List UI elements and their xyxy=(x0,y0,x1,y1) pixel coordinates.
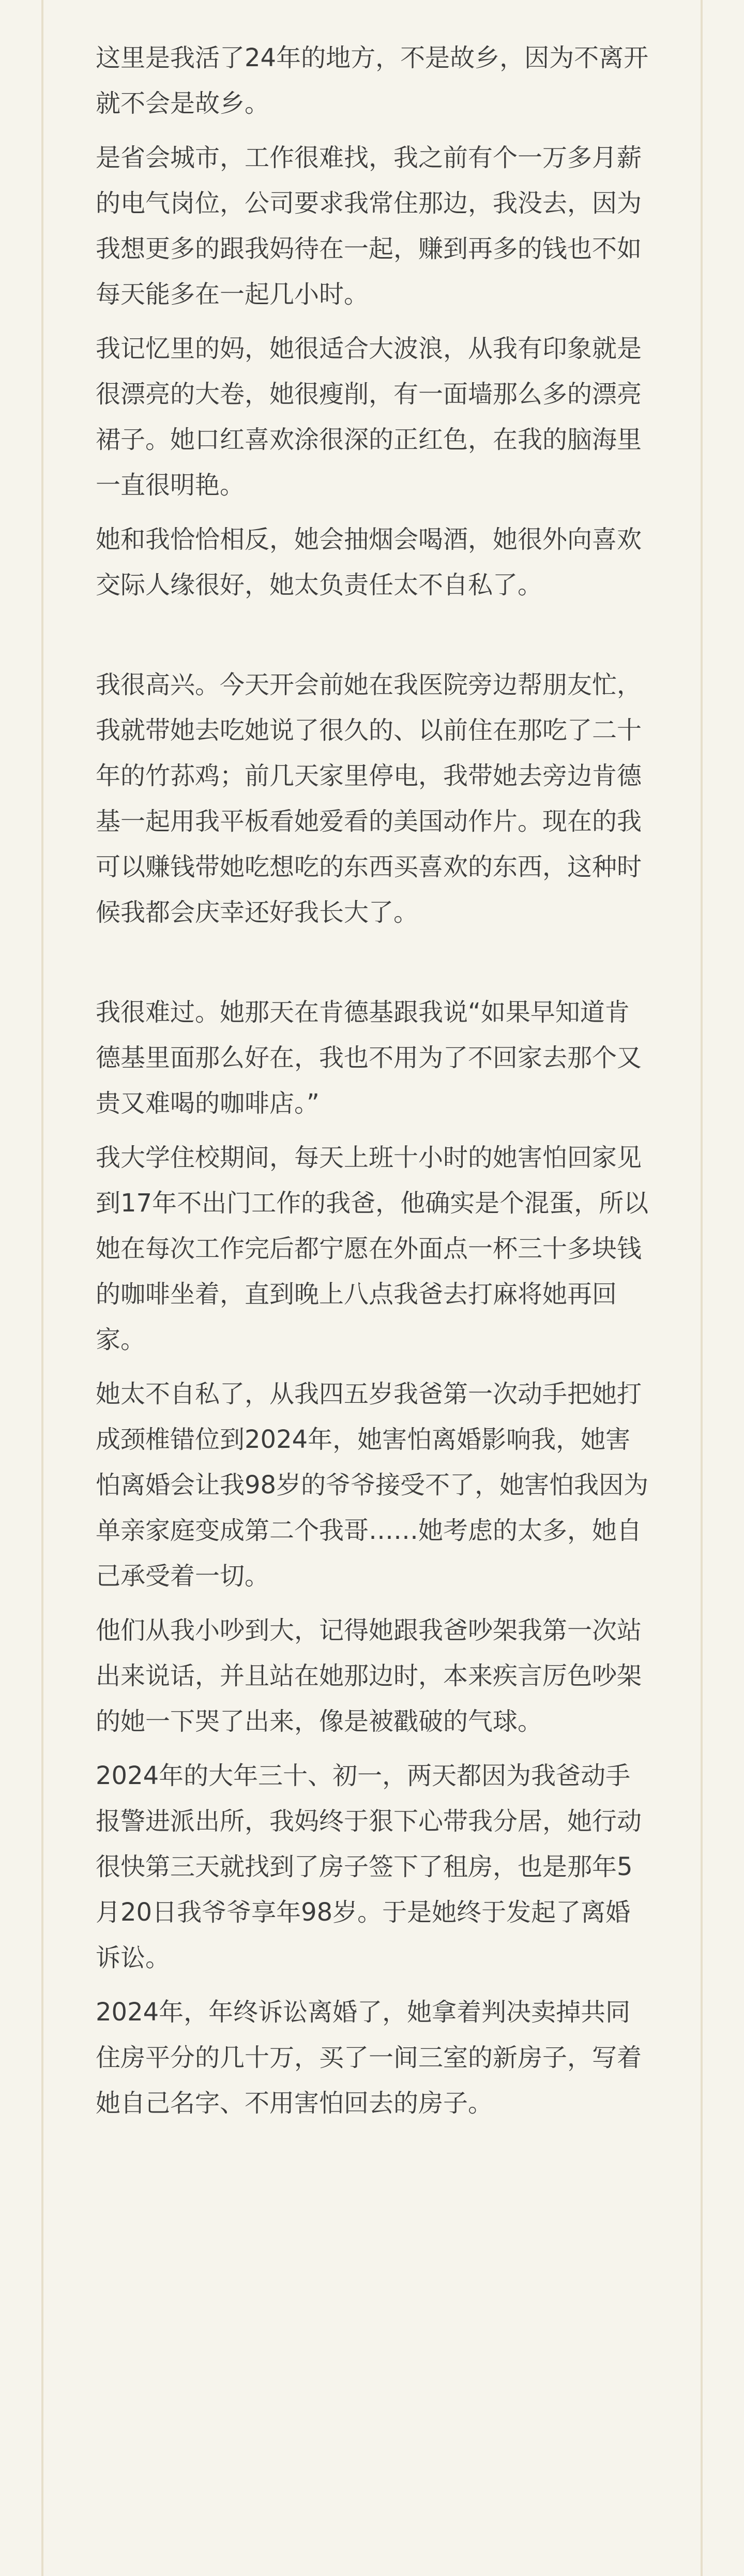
section-gap xyxy=(96,944,654,990)
paragraph-selfless: 她太不自私了，从我四五岁我爸第一次动手把她打成颈椎错位到2024年，她害怕离婚影响我，她害怕离婚会让我98岁的爷爷接受不了，她害怕我因为单亲家庭变成第二个我哥……她考虑的太多，她自己承受着一切。 xyxy=(96,1380,649,1591)
paragraph-hometown: 这里是我活了24年的地方，不是故乡，因为不离开就不会是故乡。 xyxy=(96,43,649,118)
paragraph-happy: 我很高兴。今天开会前她在我医院旁边帮朋友忙，我就带她去吃她说了很久的、以前住在那吃了二十年的竹荪鸡；前几天家里停电，我带她去旁边肯德基一起用我平板看她爱看的美国动作片。现在的我可以赚钱带她吃想吃的东西买喜欢的东西，这种时候我都会庆幸还好我长大了。 xyxy=(96,670,642,927)
paragraph-quarrels: 他们从我小吵到大，记得她跟我爸吵架我第一次站出来说话，并且站在她那边时，本来疾言厉色吵架的她一下哭了出来，像是被戳破的气球。 xyxy=(96,1616,642,1736)
paragraph-job: 是省会城市，工作很难找，我之前有个一万多月薪的电气岗位，公司要求我常住那边，我没去，因为我想更多的跟我妈待在一起，赚到再多的钱也不如每天能多在一起几小时。 xyxy=(96,143,642,309)
paragraph-mom-personality: 她和我恰恰相反，她会抽烟会喝酒，她很外向喜欢交际人缘很好，她太负责任太不自私了。 xyxy=(96,525,642,600)
left-margin-rule xyxy=(41,0,43,2576)
right-margin-rule xyxy=(701,0,703,2576)
article-body xyxy=(96,35,654,2135)
paragraph-college-years: 我大学住校期间，每天上班十小时的她害怕回家见到17年不出门工作的我爸，他确实是个混蛋，所以她在每次工作完后都宁愿在外面点一杯三十多块钱的咖啡坐着，直到晚上八点我爸去打麻将她再回家。 xyxy=(96,1143,649,1354)
paragraph-sad: 我很难过。她那天在肯德基跟我说“如果早知道肯德基里面那么好在，我也不用为了不回家去那个又贵又难喝的咖啡店。” xyxy=(96,998,642,1118)
paragraph-divorce: 2024年，年终诉讼离婚了，她拿着判决卖掉共同住房平分的几十万，买了一间三室的新房子，写着她自己名字、不用害怕回去的房子。 xyxy=(96,1998,642,2118)
paragraph-separation: 2024年的大年三十、初一，两天都因为我爸动手报警进派出所，我妈终于狠下心带我分居，她行动很快第三天就找到了房子签下了租房，也是那年5月20日我爷爷享年98岁。于是她终于发起了离婚诉讼。 xyxy=(96,1761,642,1972)
paragraph-memory-of-mom: 我记忆里的妈，她很适合大波浪，从我有印象就是很漂亮的大卷，她很瘦削，有一面墙那么多的漂亮裙子。她口红喜欢涂很深的正红色，在我的脑海里一直很明艳。 xyxy=(96,334,642,500)
section-gap xyxy=(96,617,654,662)
